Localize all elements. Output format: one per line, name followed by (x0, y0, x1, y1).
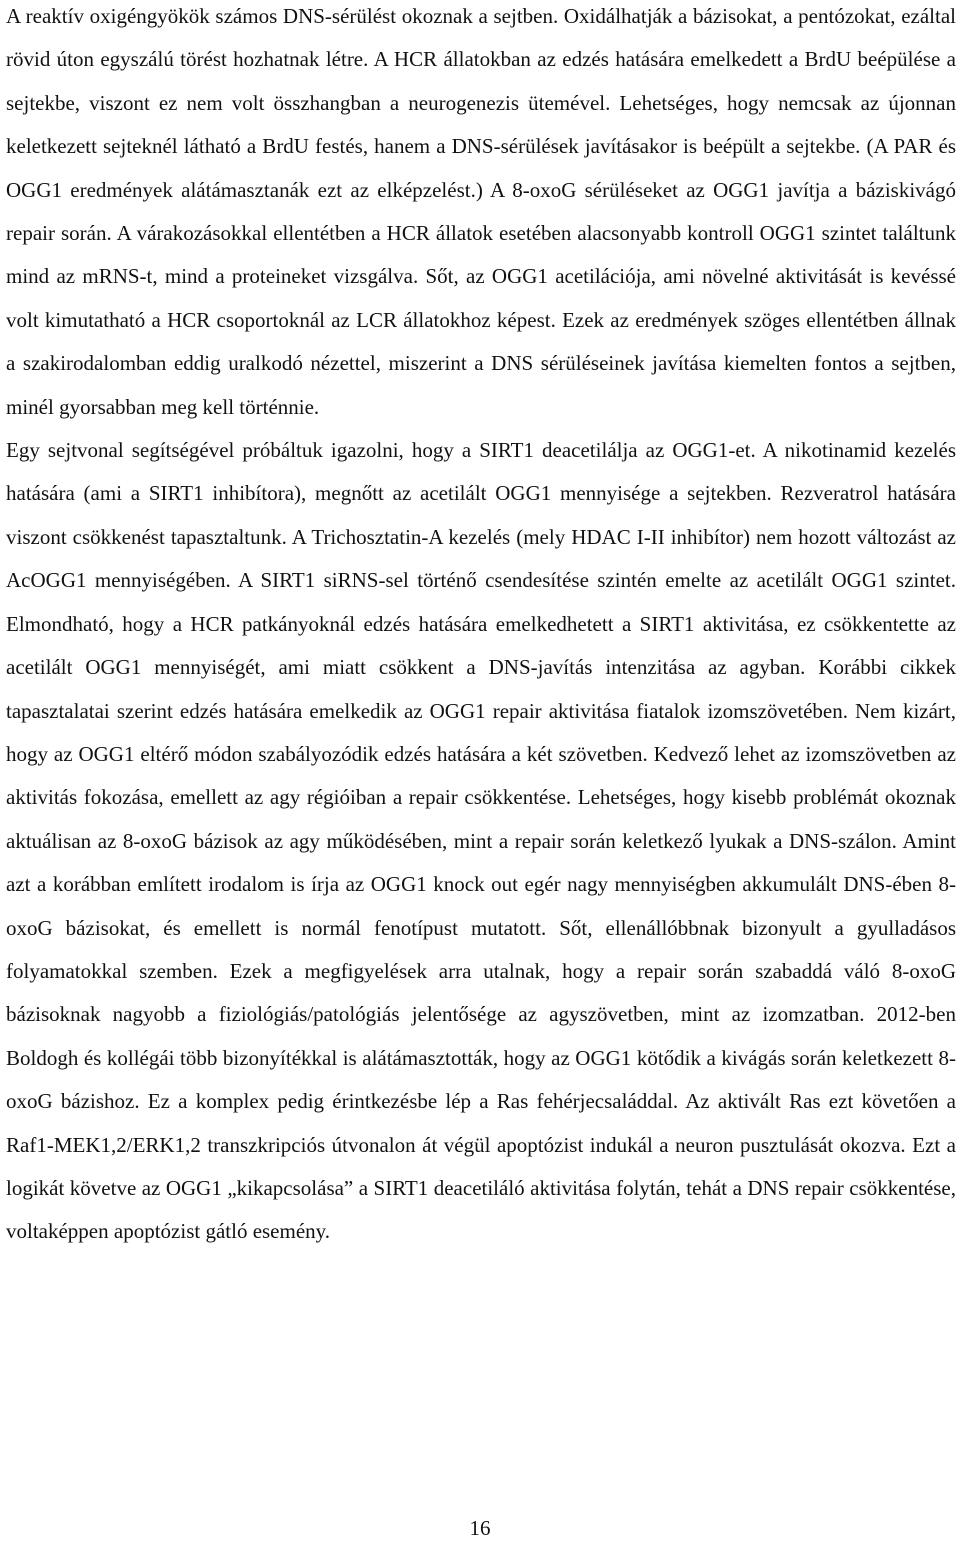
page-number: 16 (469, 1516, 491, 1540)
body-paragraph: Egy sejtvonal segítségével próbáltuk igazolni, hogy a SIRT1 deacetilálja az OGG1-et. A nikotinamid kezelés hatására (ami a SIRT1 inhibítora), megnőtt az acetilált OGG1 mennyisége a sejtekben. Rezveratrol hatására viszont csökkenést tapasztaltunk. A Trichosztatin-A kezelés (mely HDAC I-II inhibítor) nem hozott változást az AcOGG1 mennyiségében. A SIRT1 siRNS-sel történő csendesítése szintén emelte az acetilált OGG1 szintet. Elmondható, hogy a HCR patkányoknál edzés hatására emelkedhetett a SIRT1 aktivitása, ez csökkentette az acetilált OGG1 mennyiségét, ami miatt csökkent a DNS-javítás intenzitása az agyban. Korábbi cikkek tapasztalatai szerint edzés hatására emelkedik az OGG1 repair aktivitása fiatalok izomszövetében. Nem kizárt, hogy az OGG1 eltérő módon szabályozódik edzés hatására a két szövetben. Kedvező lehet az izomszövetben az aktivitás fokozása, emellett az agy régióiban a repair csökkentése. Lehetséges, hogy kisebb problémát okoznak aktuálisan az 8-oxoG bázisok az agy működésében, mint a repair során keletkező lyukak a DNS-szálon. Amint azt a korábban említett irodalom is írja az OGG1 knock out egér nagy mennyiségben akkumulált DNS-ében 8-oxoG bázisokat, és emellett is normál fenotípust mutatott. Sőt, ellenállóbbnak bizonyult a gyulladásos folyamatokkal szemben. Ezek a megfigyelések arra utalnak, hogy a repair során szabaddá váló 8-oxoG bázisoknak nagyobb a fiziológiás/patológiás jelentősége az agyszövetben, mint az izomzatban. 2012-ben Boldogh és kollégái több bizonyítékkal is alátámasztották, hogy az OGG1 kötődik a kivágás során keletkezett 8-oxoG bázishoz. Ez a komplex pedig érintkezésbe lép a Ras fehérjecsaláddal. Az aktivált Ras ezt követően a Raf1-MEK1,2/ERK1,2 transzkripciós útvonalon át végül apoptózist indukál a neuron pusztulását okozva. Ezt a logikát követve az OGG1 „kikapcsolása” a SIRT1 deacetiláló aktivitása folytán, tehát a DNS repair csökkentése, voltaképpen apoptózist gátló esemény. (6, 438, 956, 1244)
document-page (6, 0, 956, 1254)
body-paragraph: A reaktív oxigéngyökök számos DNS-sérülést okoznak a sejtben. Oxidálhatják a bázisokat, a pentózokat, ezáltal rövid úton egyszálú törést hozhatnak létre. A HCR állatokban az edzés hatására emelkedett a BrdU beépülése a sejtekbe, viszont ez nem volt összhangban a neurogenezis ütemével. Lehetséges, hogy nemcsak az újonnan keletkezett sejteknél látható a BrdU festés, hanem a DNS-sérülések javításakor is beépült a sejtekbe. (A PAR és OGG1 eredmények alátámasztanák ezt az elképzelést.) A 8-oxoG sérüléseket az OGG1 javítja a báziskivágó repair során. A várakozásokkal ellentétben a HCR állatok esetében alacsonyabb kontroll OGG1 szintet találtunk mind az mRNS-t, mind a proteineket vizsgálva. Sőt, az OGG1 acetilációja, ami növelné aktivitását is kevéssé volt kimutatható a HCR csoportoknál az LCR állatokhoz képest. Ezek az eredmények szöges ellentétben állnak a szakirodalomban eddig uralkodó nézettel, miszerint a DNS sérüléseinek javítása kiemelten fontos a sejtben, minél gyorsabban meg kell történnie. (6, 4, 956, 419)
